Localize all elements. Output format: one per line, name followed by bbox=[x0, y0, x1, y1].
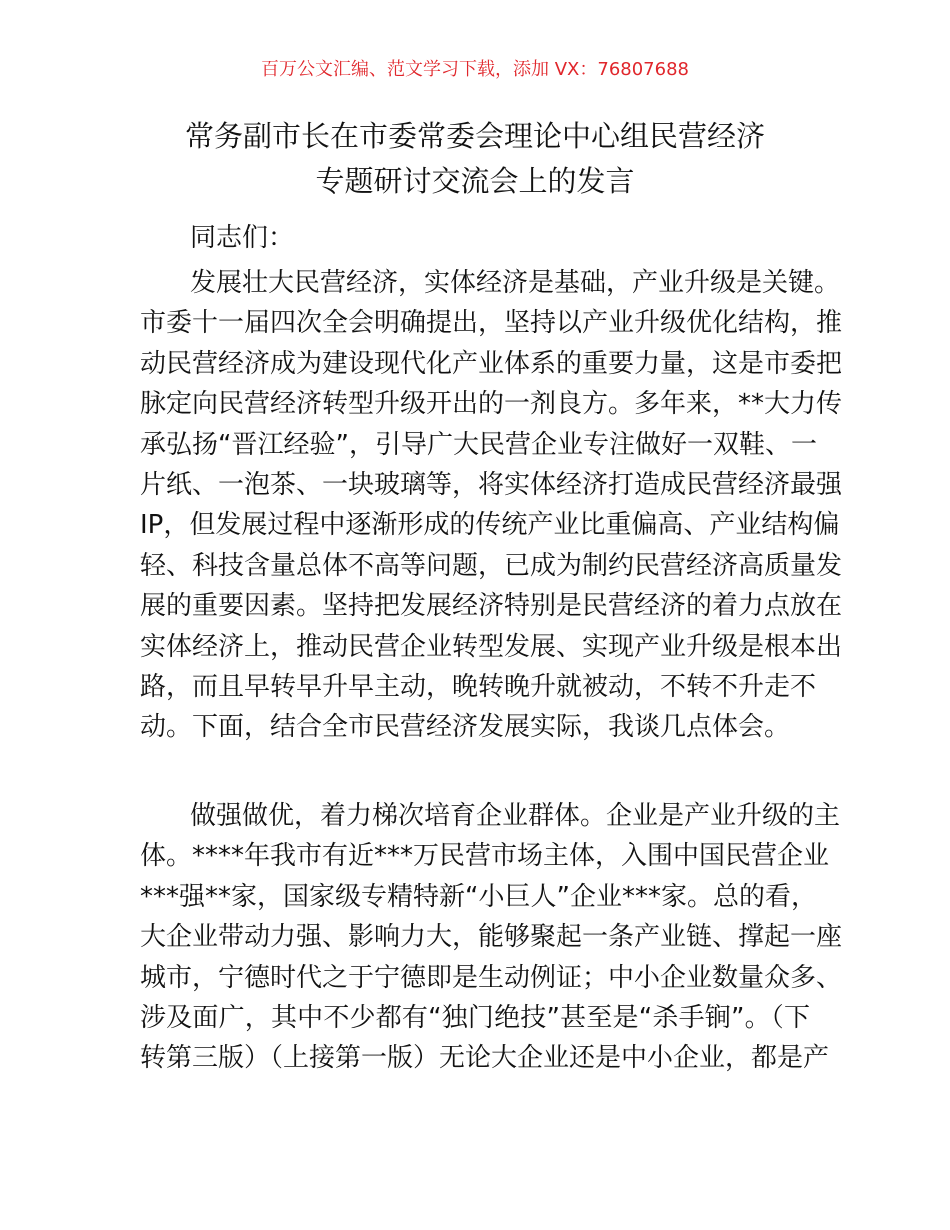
paragraph-2 bbox=[140, 796, 843, 1079]
text-line: 做强做优，着力梯次培育企业群体。企业是产业升级的主 bbox=[190, 801, 841, 831]
text-line: 轻、科技含量总体不高等问题，已成为制约民营经济高质量发 bbox=[140, 550, 843, 581]
text-line: 动。下面，结合全市民营经济发展实际，我谈几点体会。 bbox=[140, 712, 791, 743]
title-line: 专题研讨交流会上的发言 bbox=[315, 164, 635, 198]
text-line: 展的重要因素。坚持把发展经济特别是民营经济的着力点放在 bbox=[140, 591, 843, 622]
greeting: 同志们： bbox=[190, 223, 295, 253]
text-line: 转第三版）（上接第一版）无论大企业还是中小企业，都是产 bbox=[140, 1043, 830, 1074]
text-line: ***强**家，国家级专精特新“小巨人”企业***家。总的看， bbox=[140, 881, 817, 912]
text-line: 承弘扬“晋江经验”，引导广大民营企业专注做好一双鞋、一 bbox=[140, 429, 817, 460]
text-line: 实体经济上，推动民营企业转型发展、实现产业升级是根本出 bbox=[140, 631, 843, 662]
text-line: 路，而且早转早升早主动，晚转晚升就被动，不转不升走不 bbox=[140, 671, 817, 702]
text-line: 动民营经济成为建设现代化产业体系的重要力量，这是市委把 bbox=[140, 348, 843, 379]
text-line: 涉及面广，其中不少都有“独门绝技”甚至是“杀手锏”。（下 bbox=[140, 1002, 810, 1033]
text-line: IP，但发展过程中逐渐形成的传统产业比重偏高、产业结构偏 bbox=[140, 510, 840, 541]
document-title bbox=[0, 114, 950, 204]
title-line: 常务副市长在市委常委会理论中心组民营经济 bbox=[184, 119, 765, 153]
text-line: 市委十一届四次全会明确提出，坚持以产业升级优化结构，推 bbox=[140, 308, 843, 339]
text-line: 片纸、一泡茶、一块玻璃等，将实体经济打造成民营经济最强 bbox=[140, 469, 843, 500]
text-line: 大企业带动力强、影响力大，能够聚起一条产业链、撑起一座 bbox=[140, 922, 843, 953]
text-line: 脉定向民营经济转型升级开出的一剂良方。多年来，**大力传 bbox=[140, 389, 843, 420]
watermark-header: 百万公文汇编、范文学习下载，添加 VX：76807688 bbox=[261, 59, 689, 80]
text-line: 发展壮大民营经济，实体经济是基础，产业升级是关键。 bbox=[190, 268, 841, 298]
paragraph-1 bbox=[140, 263, 843, 748]
text-line: 体。****年我市有近***万民营市场主体，入围中国民营企业 bbox=[140, 841, 830, 872]
text-line: 城市，宁德时代之于宁德即是生动例证；中小企业数量众多、 bbox=[140, 962, 843, 993]
